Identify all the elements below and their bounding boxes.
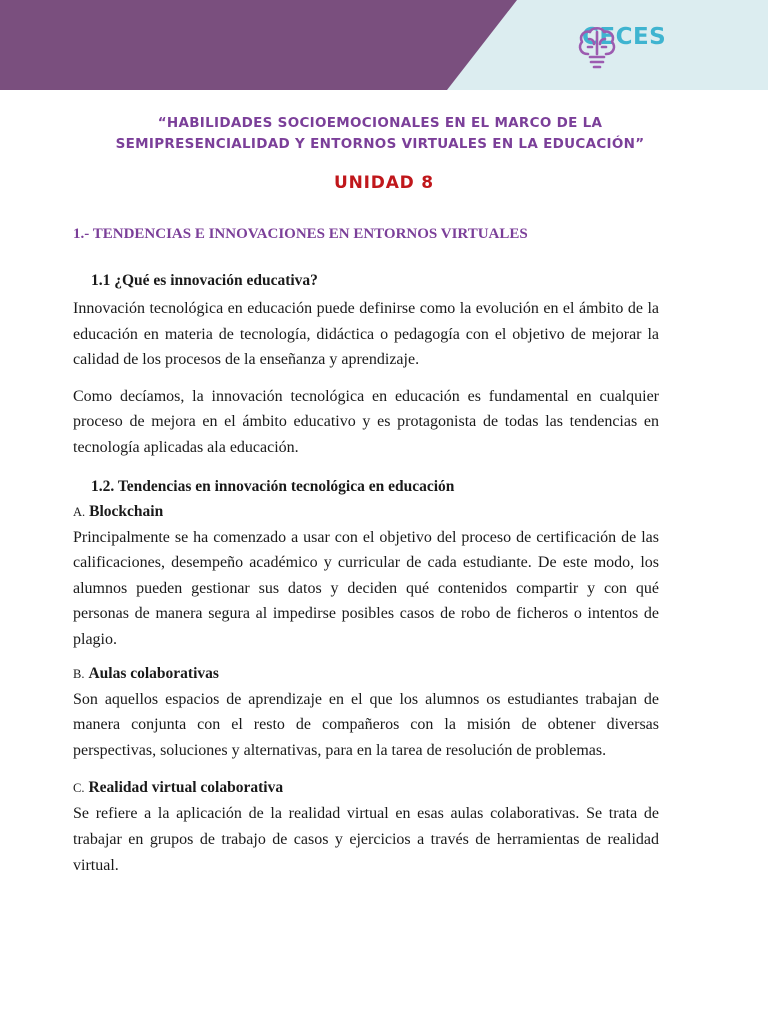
paragraph-innovation-definition: Innovación tecnológica en educación puede definirse como la evolución en el ámbito de la educación en materia de tecnología, didáctica o pedagogía con el objetivo de mejorar la calidad de los procesos de la enseñanza y aprendizaje.	[73, 300, 659, 369]
document-title-line-1: “HABILIDADES SOCIOEMOCIONALES EN EL MARCO DE LA	[157, 115, 603, 131]
item-letter: C.	[73, 781, 85, 796]
item-letter: B.	[73, 666, 85, 681]
item-title: Blockchain	[89, 502, 164, 520]
ceces-logo	[576, 24, 666, 50]
paragraph-blockchain: Principalmente se ha comenzado a usar con el objetivo del proceso de certificación de las calificaciones, desempeño académico y curricular de cada estudiante. De este modo, los alumnos pueden gestionar sus datos y deciden qué contenidos compartir y con qué personas de manera segura al impedirse posibles casos de robo de ficheros o intentos de plagio.	[73, 528, 659, 648]
header-purple-band	[0, 0, 517, 90]
brain-lightbulb-icon	[576, 24, 618, 72]
item-heading-blockchain	[73, 501, 659, 523]
page-header	[0, 0, 768, 90]
unit-heading: UNIDAD 8	[334, 173, 434, 193]
item-letter: A.	[73, 504, 86, 519]
paragraph-aulas-colaborativas: Son aquellos espacios de aprendizaje en el que los alumnos os estudiantes trabajan de manera conjunta con el resto de compañeros con la misión de obtener diversas perspectivas, soluciones y alternativas, para en la tarea de resolución de problemas.	[73, 690, 659, 759]
item-title: Aulas colaborativas	[88, 664, 219, 682]
document-title-line-2: SEMIPRESENCIALIDAD Y ENTORNOS VIRTUALES EN LA EDUCACIÓN”	[115, 136, 645, 152]
paragraph-realidad-virtual: Se refiere a la aplicación de la realidad virtual en esas aulas colaborativas. Se trata de trabajar en grupos de trabajo de casos y ejercicios a través de herramientas de realidad virtual.	[73, 805, 659, 874]
subsection-heading-1-2: 1.2. Tendencias en innovación tecnológica en educación	[91, 477, 455, 495]
item-heading-aulas-colaborativas	[73, 663, 659, 685]
subsection-heading-1-1: 1.1 ¿Qué es innovación educativa?	[91, 272, 318, 289]
paragraph-innovation-importance: Como decíamos, la innovación tecnológica en educación es fundamental en cualquier proceso de mejora en el ámbito educativo y es protagonista de todas las tendencias en tecnología aplicadas ala educación.	[73, 387, 659, 456]
item-heading-realidad-virtual	[73, 777, 659, 799]
section-heading: 1.- TENDENCIAS E INNOVACIONES EN ENTORNOS VIRTUALES	[73, 226, 528, 242]
logo-text: CECES	[582, 24, 667, 50]
item-title: Realidad virtual colaborativa	[88, 779, 284, 797]
document-body	[73, 224, 659, 878]
document-title	[40, 113, 720, 155]
